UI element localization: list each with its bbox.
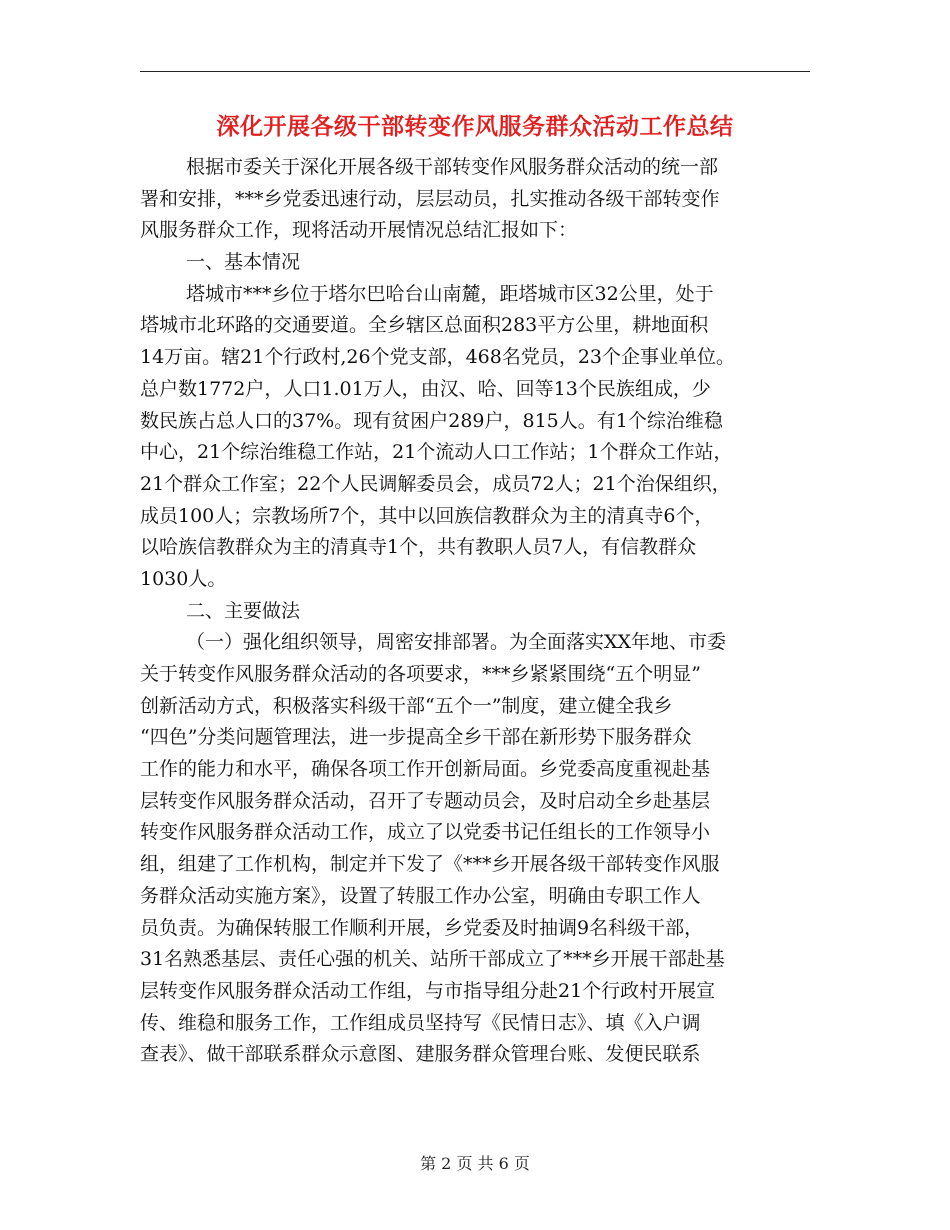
body-line: 根据市委关于深化开展各级干部转变作风服务群众活动的统一部	[186, 156, 719, 178]
header-rule	[140, 71, 810, 72]
body-line: 数民族占总人口的37%。现有贫困户289户，815人。有1个综治维稳	[140, 409, 723, 432]
body-line: 署和安排，***乡党委迅速行动，层层动员，扎实推动各级干部转变作	[140, 187, 720, 210]
body-line: 工作的能力和水平，确保各项工作开创新局面。乡党委高度重视赴基	[140, 758, 711, 781]
body-line: 塔城市***乡位于塔尔巴哈台山南麓，距塔城市区32公里，处于	[186, 282, 714, 305]
body-line: 层转变作风服务群众活动，召开了专题动员会，及时启动全乡赴基层	[140, 789, 711, 812]
body-line: 风服务群众工作，现将活动开展情况总结汇报如下：	[140, 219, 578, 242]
body-line: 14万亩。辖21个行政村,26个党支部，468名党员，23个企事业单位。	[140, 346, 736, 369]
body-line: 1030人。	[140, 567, 227, 590]
body-line: 成员100人；宗教场所7个，其中以回族信教群众为主的清真寺6个，	[140, 504, 714, 527]
body-line: 创新活动方式，积极落实科级干部“五个一”制度，建立健全我乡	[140, 694, 673, 717]
body-line: “四色”分类问题管理法，进一步提高全乡干部在新形势下服务群众	[140, 726, 692, 749]
body-line: 转变作风服务群众活动工作，成立了以党委书记任组长的工作领导小	[140, 821, 711, 844]
body-line: （一）强化组织领导，周密安排部署。为全面落实XX年地、市委	[186, 631, 727, 654]
body-line: 中心，21个综治维稳工作站，21个流动人口工作站；1个群众工作站，	[140, 441, 733, 464]
body-line: 关于转变作风服务群众活动的各项要求，***乡紧紧围绕“五个明显”	[140, 663, 701, 685]
body-line: 务群众活动实施方案》，设置了转服工作办公室，明确由专职工作人	[140, 884, 701, 907]
body-line: 塔城市北环路的交通要道。全乡辖区总面积283平方公里，耕地面积	[140, 314, 709, 337]
body-line: 二、主要做法	[186, 599, 301, 622]
body-line: 21个群众工作室；22个人民调解委员会，成员72人；21个治保组织，	[140, 472, 731, 495]
body-line: 查表》、做干部联系群众示意图、建服务群众管理台账、发便民联系	[140, 1043, 701, 1066]
body-line: 总户数1772户，人口1.01万人，由汉、哈、回等13个民族组成，少	[140, 377, 711, 400]
body-line: 一、基本情况	[186, 251, 301, 274]
body-line: 传、维稳和服务工作，工作组成员坚持写《民情日志》、填《入户调	[140, 1011, 701, 1034]
page-number: 第 2 页 共 6 页	[420, 1154, 530, 1173]
body-line: 31名熟悉基层、责任心强的机关、站所干部成立了***乡开展干部赴基	[140, 948, 725, 971]
body-line: 员负责。为确保转服工作顺利开展，乡党委及时抽调9名科级干部，	[140, 916, 704, 939]
body-line: 组，组建了工作机构，制定并下发了《***乡开展各级干部转变作风服	[140, 853, 720, 876]
body-line: 以哈族信教群众为主的清真寺1个，共有教职人员7人，有信教群众	[140, 536, 697, 559]
body-line: 层转变作风服务群众活动工作组，与市指导组分赴21个行政村开展宣	[140, 979, 716, 1002]
document-body	[140, 152, 810, 1071]
document-title: 深化开展各级干部转变作风服务群众活动工作总结	[216, 113, 734, 140]
